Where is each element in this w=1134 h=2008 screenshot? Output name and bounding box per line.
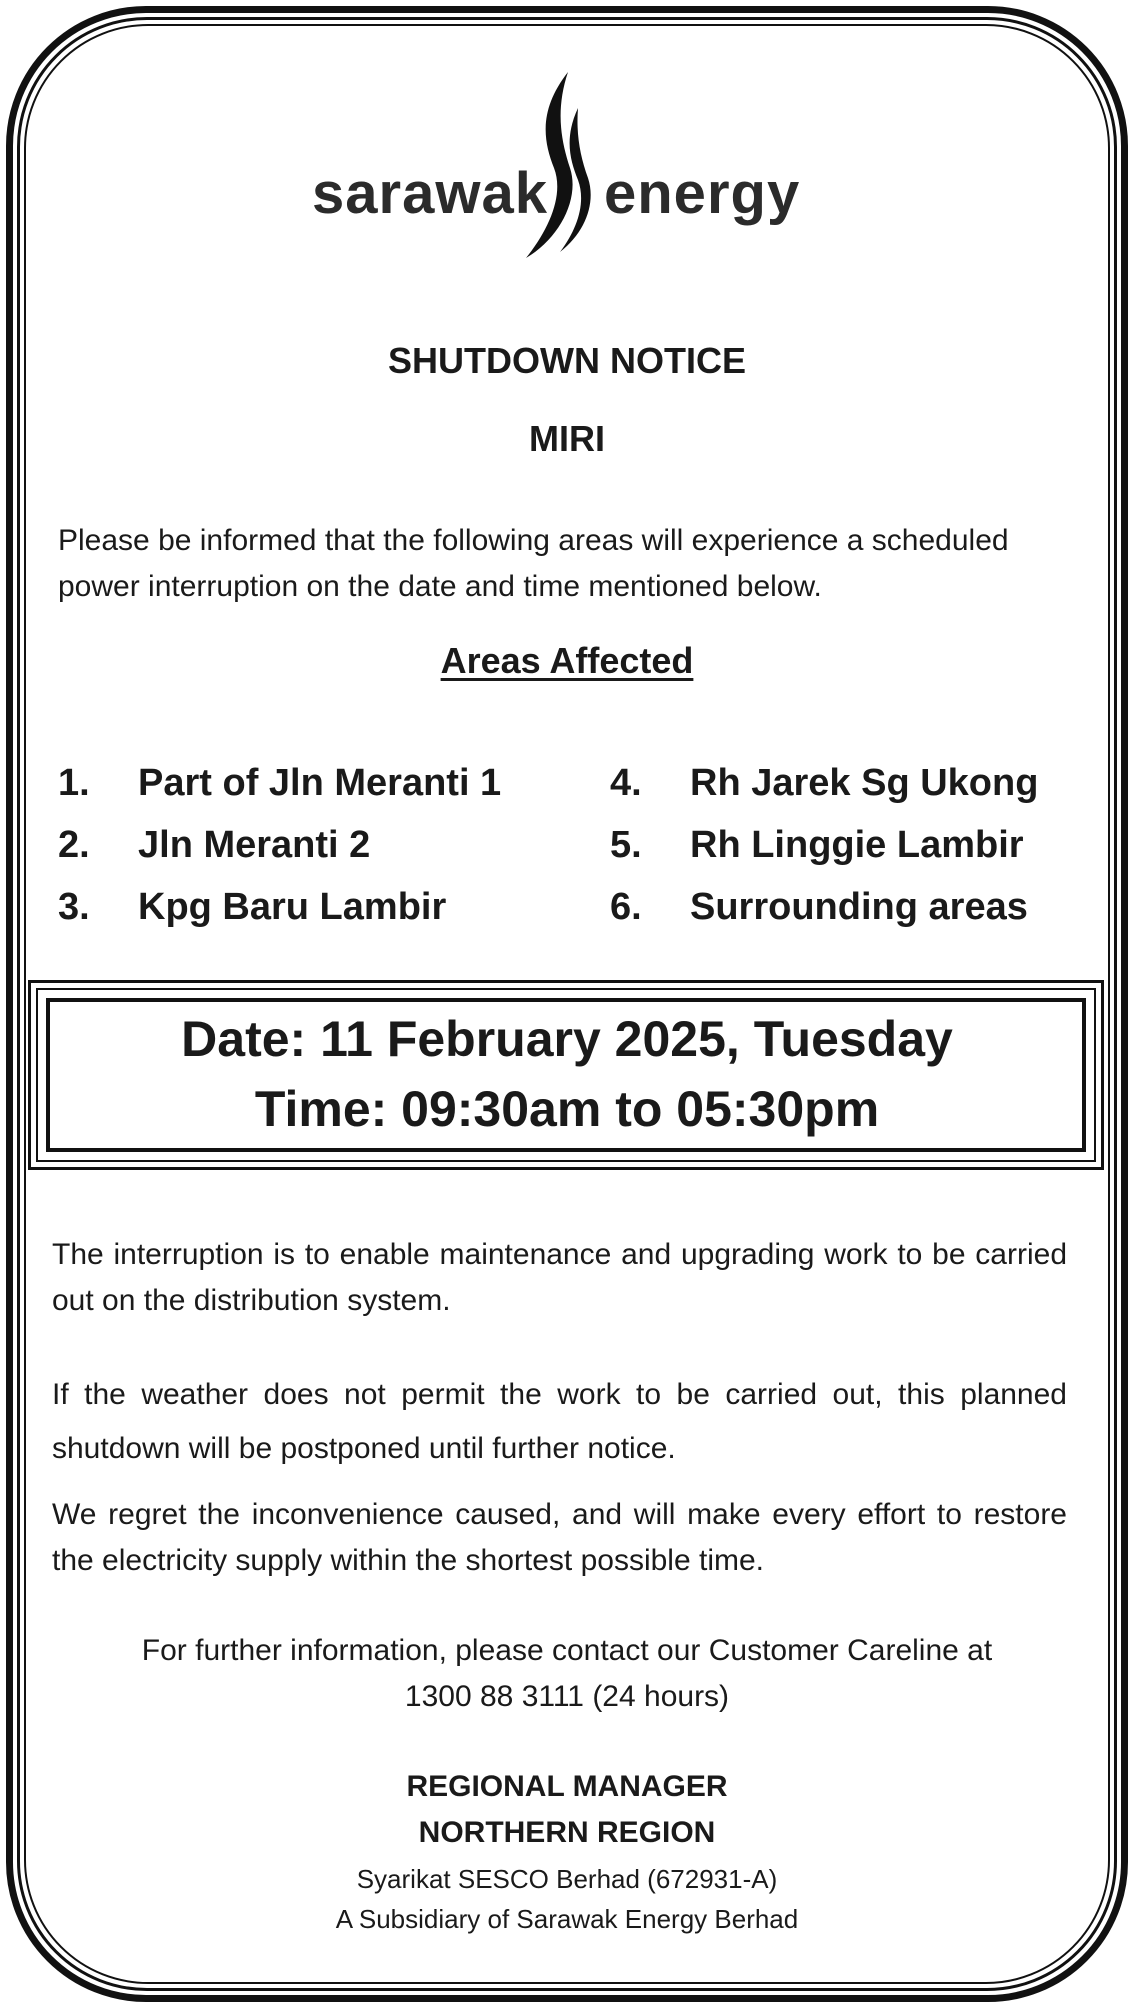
area-item: 4. Rh Jarek Sg Ukong <box>610 761 1039 804</box>
area-item: 6. Surrounding areas <box>610 885 1028 928</box>
area-item: 3. Kpg Baru Lambir <box>58 885 447 928</box>
schedule-time: Time: 09:30am to 05:30pm <box>254 1081 880 1137</box>
weather-paragraph: If the weather does not permit the work to be carried out, this planned shutdown will be postponed until further notice. <box>52 1378 1067 1465</box>
contact-line: For further information, please contact our Customer Careline at <box>141 1634 993 1667</box>
areas-list-right <box>610 752 1038 938</box>
schedule-date: Date: 11 February 2025, Tuesday <box>181 1011 953 1067</box>
flame-icon <box>520 68 600 268</box>
notice-location: MIRI <box>529 418 605 459</box>
regret-paragraph: We regret the inconvenience caused, and will make every effort to restore the electricity supply within the shortest possible time. <box>52 1498 1067 1577</box>
area-item: 5. Rh Linggie Lambir <box>610 823 1024 866</box>
area-item: 1. Part of Jln Meranti 1 <box>58 761 502 804</box>
areas-list-left <box>58 752 501 938</box>
area-item: 2. Jln Meranti 2 <box>58 823 371 866</box>
logo-word-energy: energy <box>604 161 801 226</box>
logo-word-sarawak: sarawak <box>312 161 548 226</box>
signoff-company: Syarikat SESCO Berhad (672931-A) <box>356 1864 778 1894</box>
signoff-region: NORTHERN REGION <box>418 1816 716 1849</box>
signoff-parent: A Subsidiary of Sarawak Energy Berhad <box>335 1904 799 1934</box>
reason-paragraph: The interruption is to enable maintenance and upgrading work to be carried out on the distribution system. <box>52 1238 1067 1317</box>
notice-title: SHUTDOWN NOTICE <box>388 340 746 381</box>
careline-number: 1300 88 3111 (24 hours) <box>404 1680 730 1713</box>
signoff-role: REGIONAL MANAGER <box>406 1770 728 1803</box>
intro-paragraph: Please be informed that the following areas will experience a scheduled power interruption on the date and time mentioned below. <box>58 524 1009 603</box>
areas-heading: Areas Affected <box>440 640 694 681</box>
